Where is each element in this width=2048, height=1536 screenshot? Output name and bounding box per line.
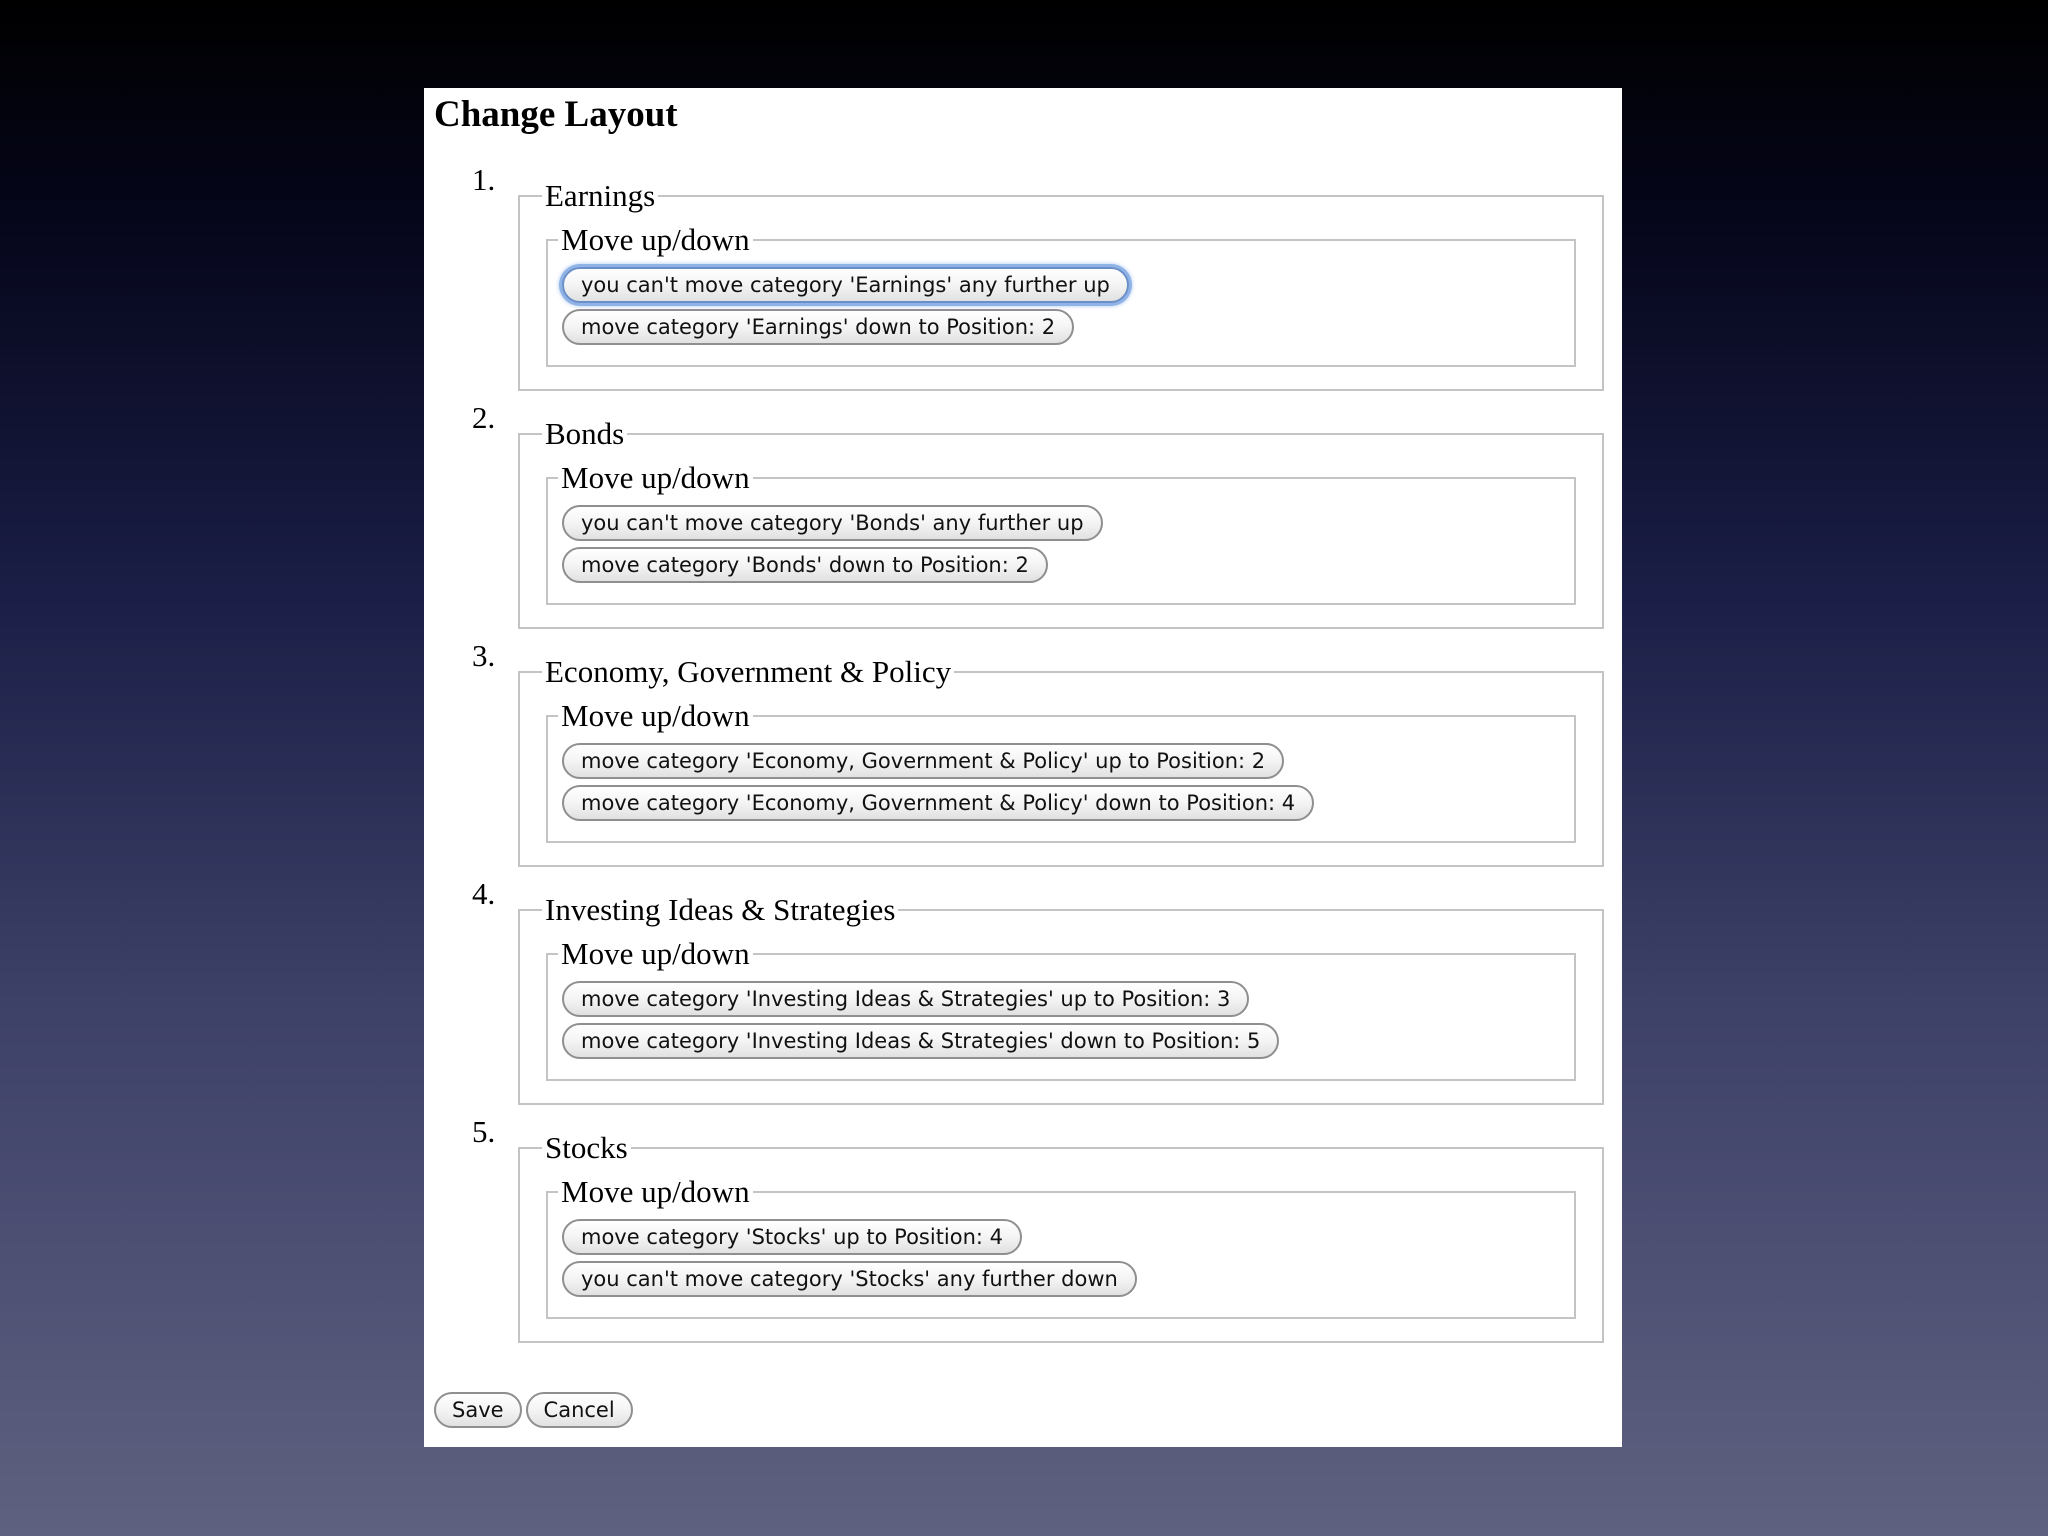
dialog-title: Change Layout [434,94,678,135]
category-fieldset-bonds [518,417,1604,629]
category-name: Economy, Government & Policy [545,654,952,689]
move-up-button-investing[interactable]: move category 'Investing Ideas & Strategies' up to Position: 3 [562,981,1249,1017]
category-number: 1. [472,162,496,197]
move-down-button-stocks[interactable]: you can't move category 'Stocks' any further down [562,1261,1137,1297]
move-up-button-economy[interactable]: move category 'Economy, Government & Policy' up to Position: 2 [562,743,1284,779]
move-group-label: Move up/down [561,1174,750,1209]
category-item-stocks [434,1113,1602,1351]
category-fieldset-stocks [518,1131,1604,1343]
category-item-economy [434,637,1602,875]
move-down-button-investing[interactable]: move category 'Investing Ideas & Strategies' down to Position: 5 [562,1023,1279,1059]
category-name: Bonds [545,416,625,451]
category-list [434,161,1602,1351]
category-number: 2. [472,400,496,435]
move-group [546,1175,1576,1319]
move-group-label: Move up/down [561,460,750,495]
move-up-button-earnings[interactable]: you can't move category 'Earnings' any further up [562,267,1129,303]
change-layout-dialog [424,88,1622,1447]
category-name: Stocks [545,1130,628,1165]
category-fieldset-investing [518,893,1604,1105]
move-up-button-bonds[interactable]: you can't move category 'Bonds' any further up [562,505,1103,541]
category-item-earnings [434,161,1602,399]
category-number: 4. [472,876,496,911]
move-group [546,461,1576,605]
move-group [546,699,1576,843]
move-group-label: Move up/down [561,222,750,257]
category-name: Earnings [545,178,656,213]
category-name: Investing Ideas & Strategies [545,892,896,927]
category-item-bonds [434,399,1602,637]
form-actions [434,1392,633,1428]
move-down-button-earnings[interactable]: move category 'Earnings' down to Position: 2 [562,309,1074,345]
move-group [546,223,1576,367]
move-group-label: Move up/down [561,936,750,971]
move-group [546,937,1576,1081]
move-down-button-economy[interactable]: move category 'Economy, Government & Policy' down to Position: 4 [562,785,1314,821]
category-number: 3. [472,638,496,673]
move-group-label: Move up/down [561,698,750,733]
category-fieldset-earnings [518,179,1604,391]
category-item-investing [434,875,1602,1113]
cancel-button[interactable]: Cancel [526,1392,633,1428]
save-button[interactable]: Save [434,1392,522,1428]
category-fieldset-economy [518,655,1604,867]
category-number: 5. [472,1114,496,1149]
move-down-button-bonds[interactable]: move category 'Bonds' down to Position: 2 [562,547,1048,583]
move-up-button-stocks[interactable]: move category 'Stocks' up to Position: 4 [562,1219,1022,1255]
